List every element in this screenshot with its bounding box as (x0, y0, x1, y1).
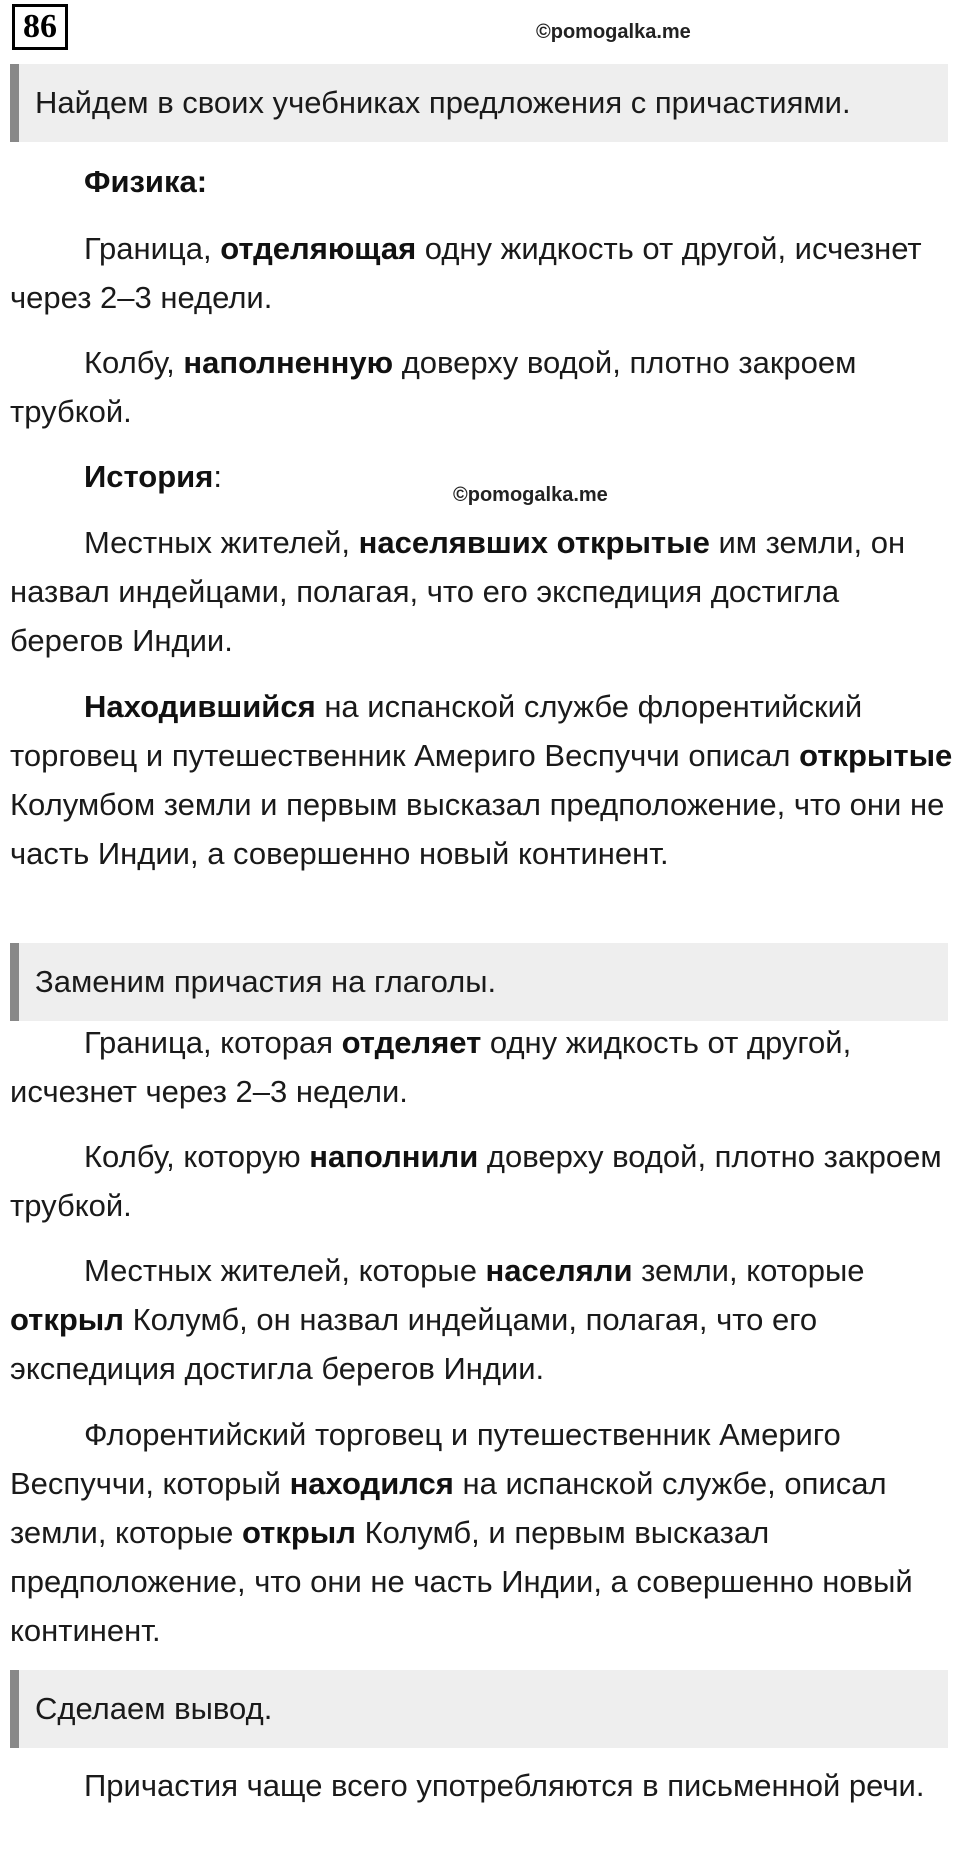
history-sentence-2: Находившийся на испанской службе флорентийский торговец и путешественник Америго Веспуччи описал открытые Колумбом земли и первым высказал предположение, что они не часть Индии, а совершенно новый континент. (10, 689, 953, 871)
section-bar-find: Найдем в своих учебниках предложения с причастиями. (10, 64, 948, 142)
verb-sentence-1: Граница, которая отделяет одну жидкость от другой, исчезнет через 2–3 недели. (10, 1025, 852, 1109)
physics-sentence-2: Колбу, наполненную доверху водой, плотно закроем трубкой. (10, 345, 857, 429)
history-sentence-1: Местных жителей, населявших открытые им земли, он назвал индейцами, полагая, что его экспедиция достигла берегов Индии. (10, 525, 906, 658)
history-heading: История: (84, 459, 222, 494)
verb-sentence-3: Местных жителей, которые населяли земли, которые открыл Колумб, он назвал индейцами, полагая, что его экспедиция достигла берегов Индии. (10, 1253, 865, 1386)
watermark: ©pomogalka.me (536, 21, 691, 43)
physics-heading: Физика: (84, 164, 208, 199)
physics-sentence-1: Граница, отделяющая одну жидкость от другой, исчезнет через 2–3 недели. (10, 231, 922, 315)
watermark-2: ©pomogalka.me (453, 484, 608, 506)
section-bar-replace: Заменим причастия на глаголы. (10, 943, 948, 1021)
verb-sentence-2: Колбу, которую наполнили доверху водой, плотно закроем трубкой. (10, 1139, 942, 1223)
verb-sentence-4: Флорентийский торговец и путешественник Америго Веспуччи, который находился на испанской службе, описал земли, которые открыл Колумб, и первым высказал предположение, что они не часть Индии, а совершенно новый континент. (10, 1417, 913, 1648)
task-number: 86 (12, 4, 68, 50)
conclusion-sentence: Причастия чаще всего употребляются в письменной речи. (84, 1768, 925, 1803)
section-bar-conclusion: Сделаем вывод. (10, 1670, 948, 1748)
